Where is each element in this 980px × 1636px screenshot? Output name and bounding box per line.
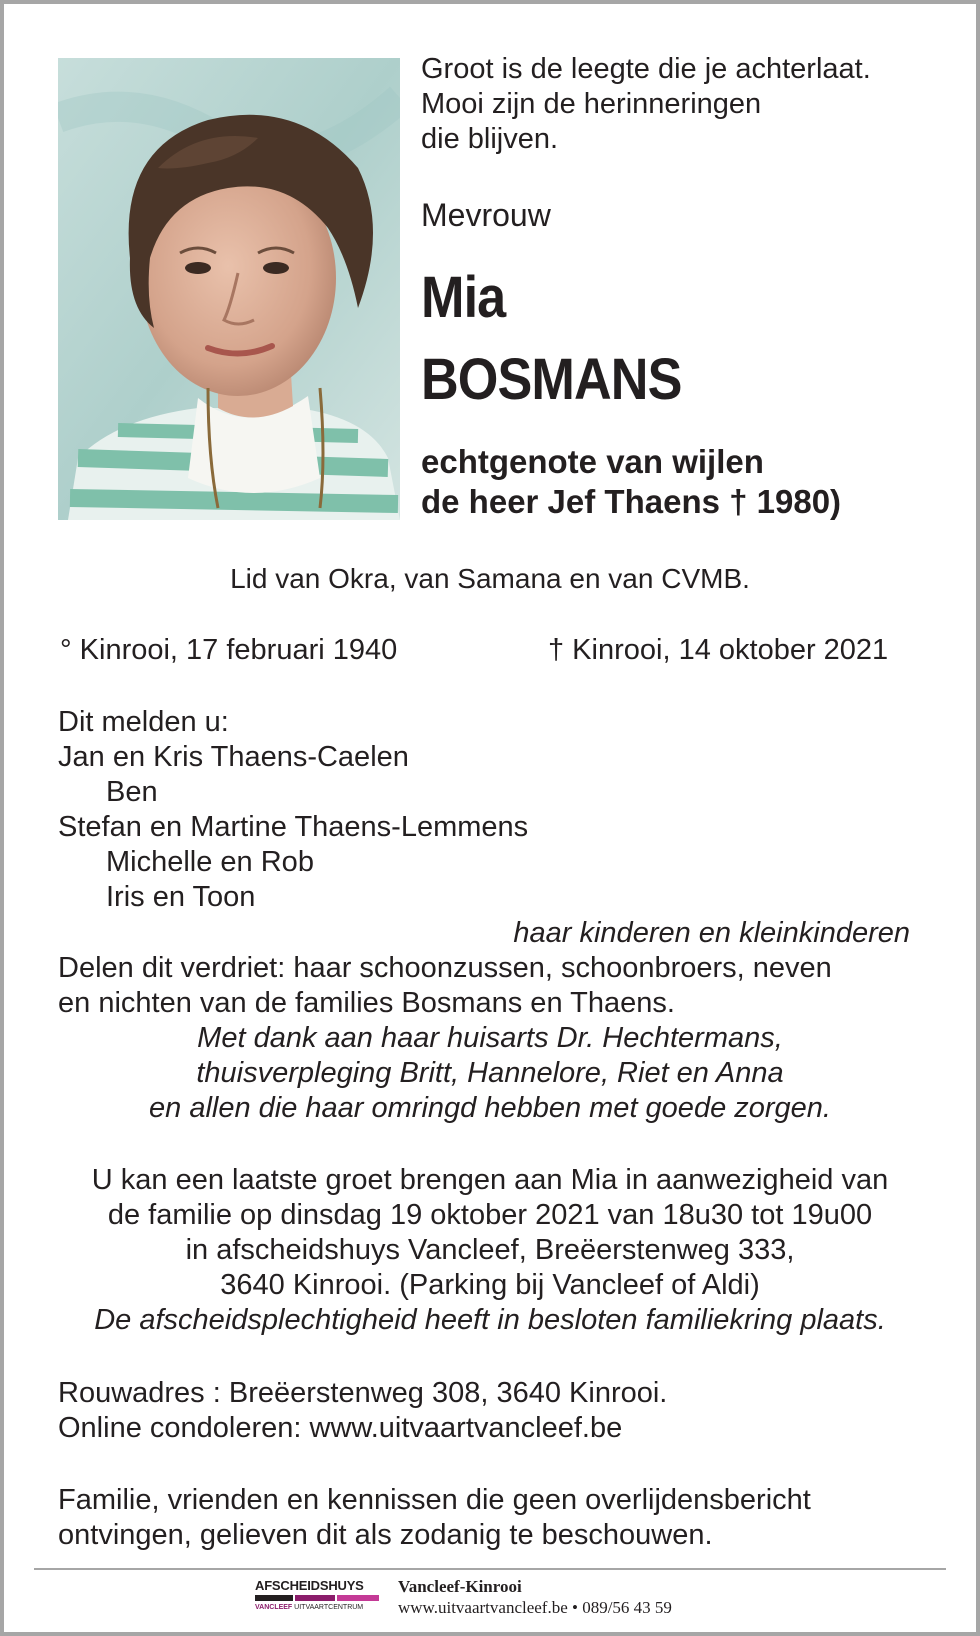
family-line: Michelle en Rob [106, 846, 314, 878]
last-name: BOSMANS [421, 347, 682, 412]
salutation: Mevrouw [421, 197, 551, 233]
poem-line: Groot is de leegte die je achterlaat. [421, 53, 871, 85]
spouse-line: de heer Jef Thaens † 1980) [421, 483, 842, 520]
first-name: Mia [421, 265, 506, 330]
notice-line: ontvingen, gelieven dit als zodanig te beschouwen. [58, 1519, 713, 1551]
footer-company: Vancleef-Kinrooi [398, 1577, 522, 1596]
birth-date: ° Kinrooi, 17 februari 1940 [60, 634, 398, 666]
footer-contact[interactable]: www.uitvaartvancleef.be • 089/56 43 59 [398, 1598, 672, 1617]
family-line: Stefan en Martine Thaens-Lemmens [58, 811, 529, 843]
family-relation: haar kinderen en kleinkinderen [513, 917, 910, 949]
logo-subtitle [255, 1603, 379, 1612]
online-condolence: Online condoleren: www.uitvaartvancleef.be [58, 1412, 623, 1444]
visitation-line: 3640 Kinrooi. (Parking bij Vancleef of Aldi) [220, 1269, 760, 1301]
sharing-line: en nichten van de families Bosmans en Thaens. [58, 987, 675, 1019]
opening-poem [421, 52, 871, 157]
funeral-home-logo [255, 1578, 379, 1614]
footer-divider [34, 1568, 946, 1570]
notice [58, 1483, 811, 1553]
logo-sub-text: UITVAARTCENTRUM [294, 1604, 364, 1611]
notice-line: Familie, vrienden en kennissen die geen overlijdensbericht [58, 1484, 811, 1516]
family-line: Iris en Toon [106, 881, 256, 913]
address-info [58, 1376, 667, 1446]
logo-sub-brand: VANCLEEF [255, 1604, 293, 1611]
thanks-line: en allen die haar omringd hebben met goede zorgen. [149, 1092, 831, 1124]
thanks-line: Met dank aan haar huisarts Dr. Hechtermans, [197, 1022, 783, 1054]
visitation-line: in afscheidshuys Vancleef, Breëerstenweg 333, [185, 1234, 795, 1266]
ceremony-note: De afscheidsplechtigheid heeft in besloten familiekring plaats. [94, 1304, 886, 1336]
death-date: † Kinrooi, 14 oktober 2021 [548, 634, 889, 666]
poem-line: Mooi zijn de herinneringen [421, 88, 762, 120]
spouse-info [421, 442, 841, 522]
family-line: Jan en Kris Thaens-Caelen [58, 741, 409, 773]
portrait-illustration [58, 58, 400, 520]
visitation [0, 1163, 980, 1338]
spouse-line: echtgenote van wijlen [421, 443, 764, 480]
mourning-address: Rouwadres : Breëerstenweg 308, 3640 Kinrooi. [58, 1377, 668, 1409]
portrait-photo [58, 58, 400, 520]
poem-line: die blijven. [421, 123, 559, 155]
logo-color-bar [255, 1595, 379, 1601]
sharing-grief [58, 951, 832, 1021]
family-line: Ben [106, 776, 158, 808]
visitation-line: de familie op dinsdag 19 oktober 2021 van 18u30 tot 19u00 [107, 1199, 873, 1231]
thanks-line: thuisverpleging Britt, Hannelore, Riet en Anna [196, 1057, 784, 1089]
thanks [0, 1021, 980, 1126]
announcers-intro: Dit melden u: [58, 706, 229, 738]
sharing-line: Delen dit verdriet: haar schoonzussen, schoonbroers, neven [58, 952, 832, 984]
logo-title: AFSCHEIDSHUYS [255, 1578, 364, 1593]
announcers [58, 705, 528, 915]
visitation-line: U kan een laatste groet brengen aan Mia in aanwezigheid van [91, 1164, 889, 1196]
membership: Lid van Okra, van Samana en van CVMB. [230, 563, 750, 594]
